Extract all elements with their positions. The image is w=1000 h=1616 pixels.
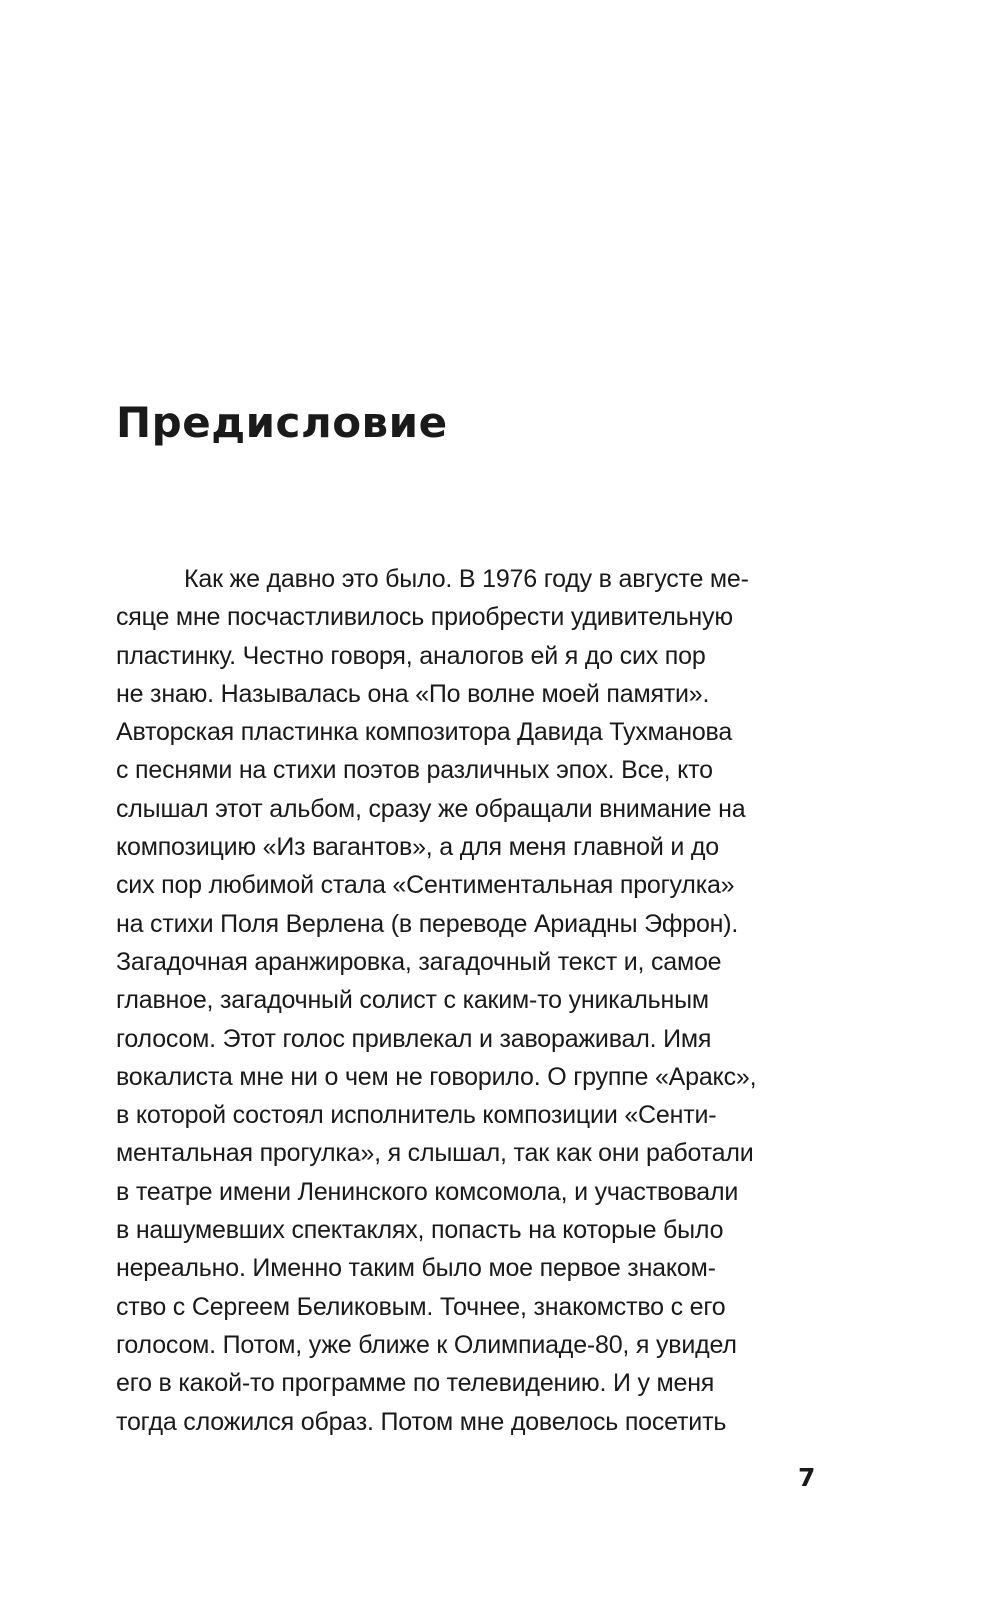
text-line: Авторская пластинка композитора Давида Тухманова [116, 718, 733, 747]
body-text [116, 560, 816, 1441]
text-line: ментальная прогулка», я слышал, так как они работали [116, 1139, 754, 1168]
text-line: сих пор любимой стала «Сентиментальная прогулка» [116, 871, 735, 900]
text-line: композицию «Из вагантов», а для меня главной и до [116, 833, 719, 862]
text-line: нереально. Именно таким было мое первое знаком- [116, 1254, 716, 1283]
text-line: пластинку. Честно говоря, аналогов ей я до сих пор [116, 641, 706, 670]
text-line: в театре имени Ленинского комсомола, и участвовали [116, 1177, 739, 1206]
text-line: с песнями на стихи поэтов различных эпох. Все, кто [116, 756, 713, 785]
text-line: голосом. Этот голос привлекал и завораживал. Имя [116, 1024, 712, 1053]
text-line: Как же давно это было. В 1976 году в августе ме- [184, 565, 749, 593]
text-line: его в какой-то программе по телевидению. И у меня [116, 1369, 715, 1398]
text-line: тогда сложился образ. Потом мне довелось посетить [116, 1407, 727, 1436]
page-number: 7 [798, 1463, 816, 1492]
text-line: главное, загадочный солист с каким-то уникальным [116, 986, 709, 1015]
chapter-title: Предисловие [116, 398, 448, 447]
text-line: ство с Сергеем Беликовым. Точнее, знакомство с его [116, 1292, 726, 1321]
text-line: сяце мне посчастливилось приобрести удивительную [116, 603, 733, 632]
text-line: слышал этот альбом, сразу же обращали внимание на [116, 794, 746, 823]
text-line: голосом. Потом, уже ближе к Олимпиаде-80, я увидел [116, 1330, 737, 1359]
text-line: в нашумевших спектаклях, попасть на которые было [116, 1216, 724, 1245]
text-line: на стихи Поля Верлена (в переводе Ариадны Эфрон). [116, 909, 739, 938]
text-line: вокалиста мне ни о чем не говорило. О группе «Аракс», [116, 1062, 757, 1091]
text-line: в которой состоял исполнитель композиции «Сенти- [116, 1101, 717, 1130]
text-line: не знаю. Называлась она «По волне моей памяти». [116, 679, 710, 708]
text-line: Загадочная аранжировка, загадочный текст и, самое [116, 947, 722, 976]
